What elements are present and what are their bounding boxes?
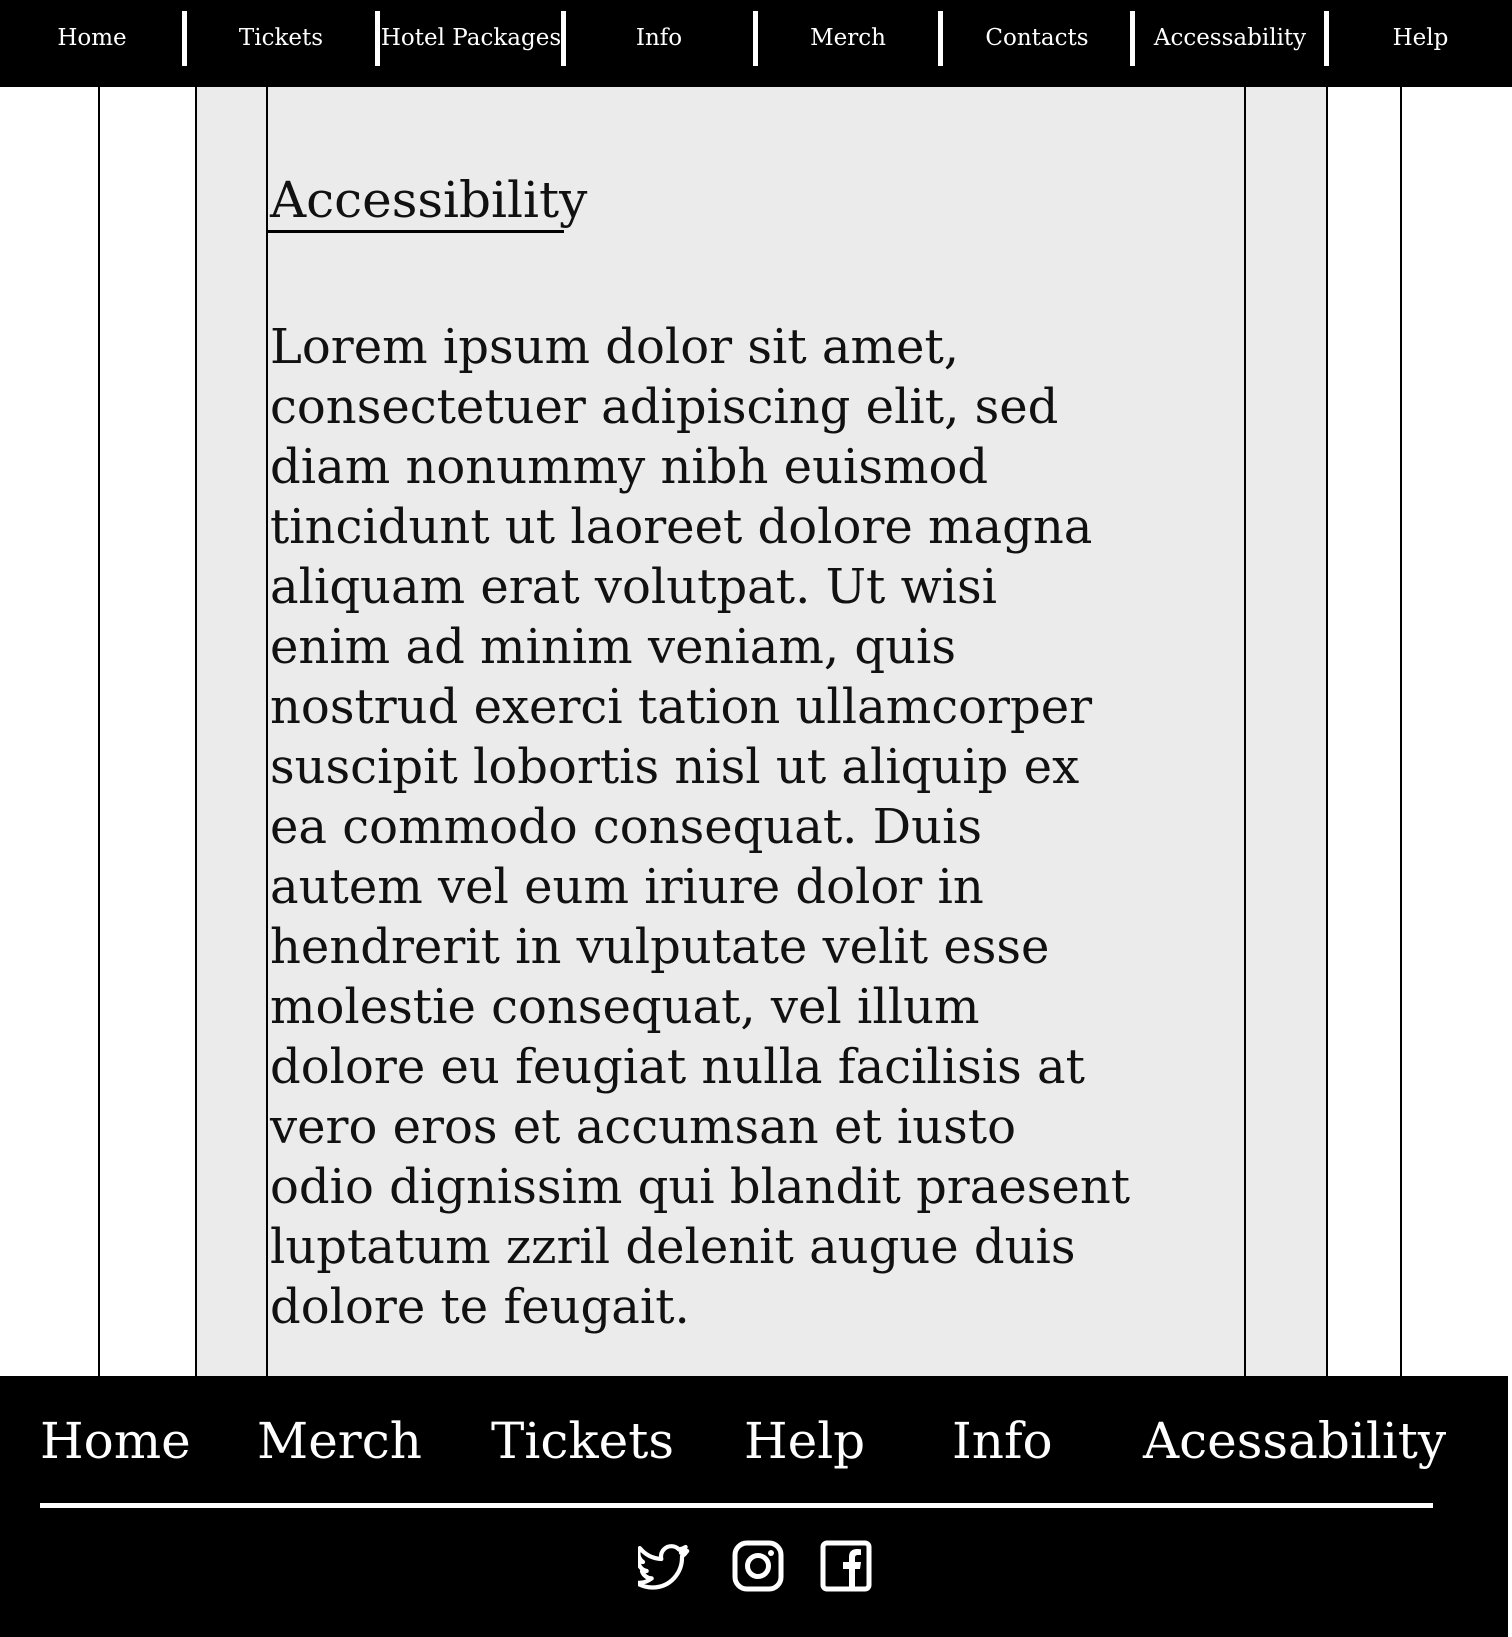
content-left-rule bbox=[266, 87, 268, 1376]
page-title: Accessibility bbox=[270, 171, 588, 229]
panel-left-rule bbox=[195, 87, 197, 1376]
top-nav bbox=[0, 0, 1512, 87]
twitter-icon[interactable] bbox=[638, 1538, 694, 1594]
outer-right-rule bbox=[1400, 87, 1402, 1376]
panel-right-rule bbox=[1326, 87, 1328, 1376]
title-underline bbox=[267, 230, 564, 233]
footer-acessability-link[interactable]: Acessability bbox=[1143, 1412, 1447, 1470]
topnav-hotel-packages-link[interactable]: Hotel Packages bbox=[380, 25, 562, 51]
footer-info-link[interactable]: Info bbox=[952, 1412, 1053, 1470]
topnav-tickets-link[interactable]: Tickets bbox=[238, 25, 324, 51]
body-text: Lorem ipsum dolor sit amet, consectetuer adipiscing elit, sed diam nonummy nibh euismod tincidunt ut laoreet dolore magna aliquam erat volutpat. Ut wisi enim ad minim veniam, quis nostrud exerci tation ullamcorper suscipit lobortis nisl ut aliquip ex ea commodo consequat. Duis autem vel eum iriure dolor in hendrerit in vulputate velit esse molestie consequat, vel illum dolore eu feugiat nulla facilisis at vero eros et accumsan et iusto odio dignissim qui blandit praesent luptatum zzril delenit augue duis dolore te feugait. bbox=[270, 319, 1131, 1335]
topnav-help-link[interactable]: Help bbox=[1392, 25, 1449, 51]
footer-home-link[interactable]: Home bbox=[40, 1412, 191, 1470]
footer-merch-link[interactable]: Merch bbox=[257, 1412, 422, 1470]
footer-divider bbox=[40, 1503, 1433, 1508]
topnav-info-link[interactable]: Info bbox=[635, 25, 683, 51]
main-area bbox=[0, 87, 1512, 1376]
topnav-merch-link[interactable]: Merch bbox=[810, 25, 886, 51]
footer bbox=[0, 1376, 1508, 1637]
facebook-icon[interactable] bbox=[818, 1538, 874, 1594]
outer-left-rule bbox=[98, 87, 100, 1376]
content-right-rule bbox=[1244, 87, 1246, 1376]
topnav-accessability-link[interactable]: Accessability bbox=[1153, 25, 1307, 51]
instagram-icon[interactable] bbox=[730, 1538, 786, 1594]
topnav-contacts-link[interactable]: Contacts bbox=[985, 25, 1089, 51]
footer-tickets-link[interactable]: Tickets bbox=[491, 1412, 674, 1470]
footer-help-link[interactable]: Help bbox=[744, 1412, 866, 1470]
topnav-home-link[interactable]: Home bbox=[57, 25, 127, 51]
